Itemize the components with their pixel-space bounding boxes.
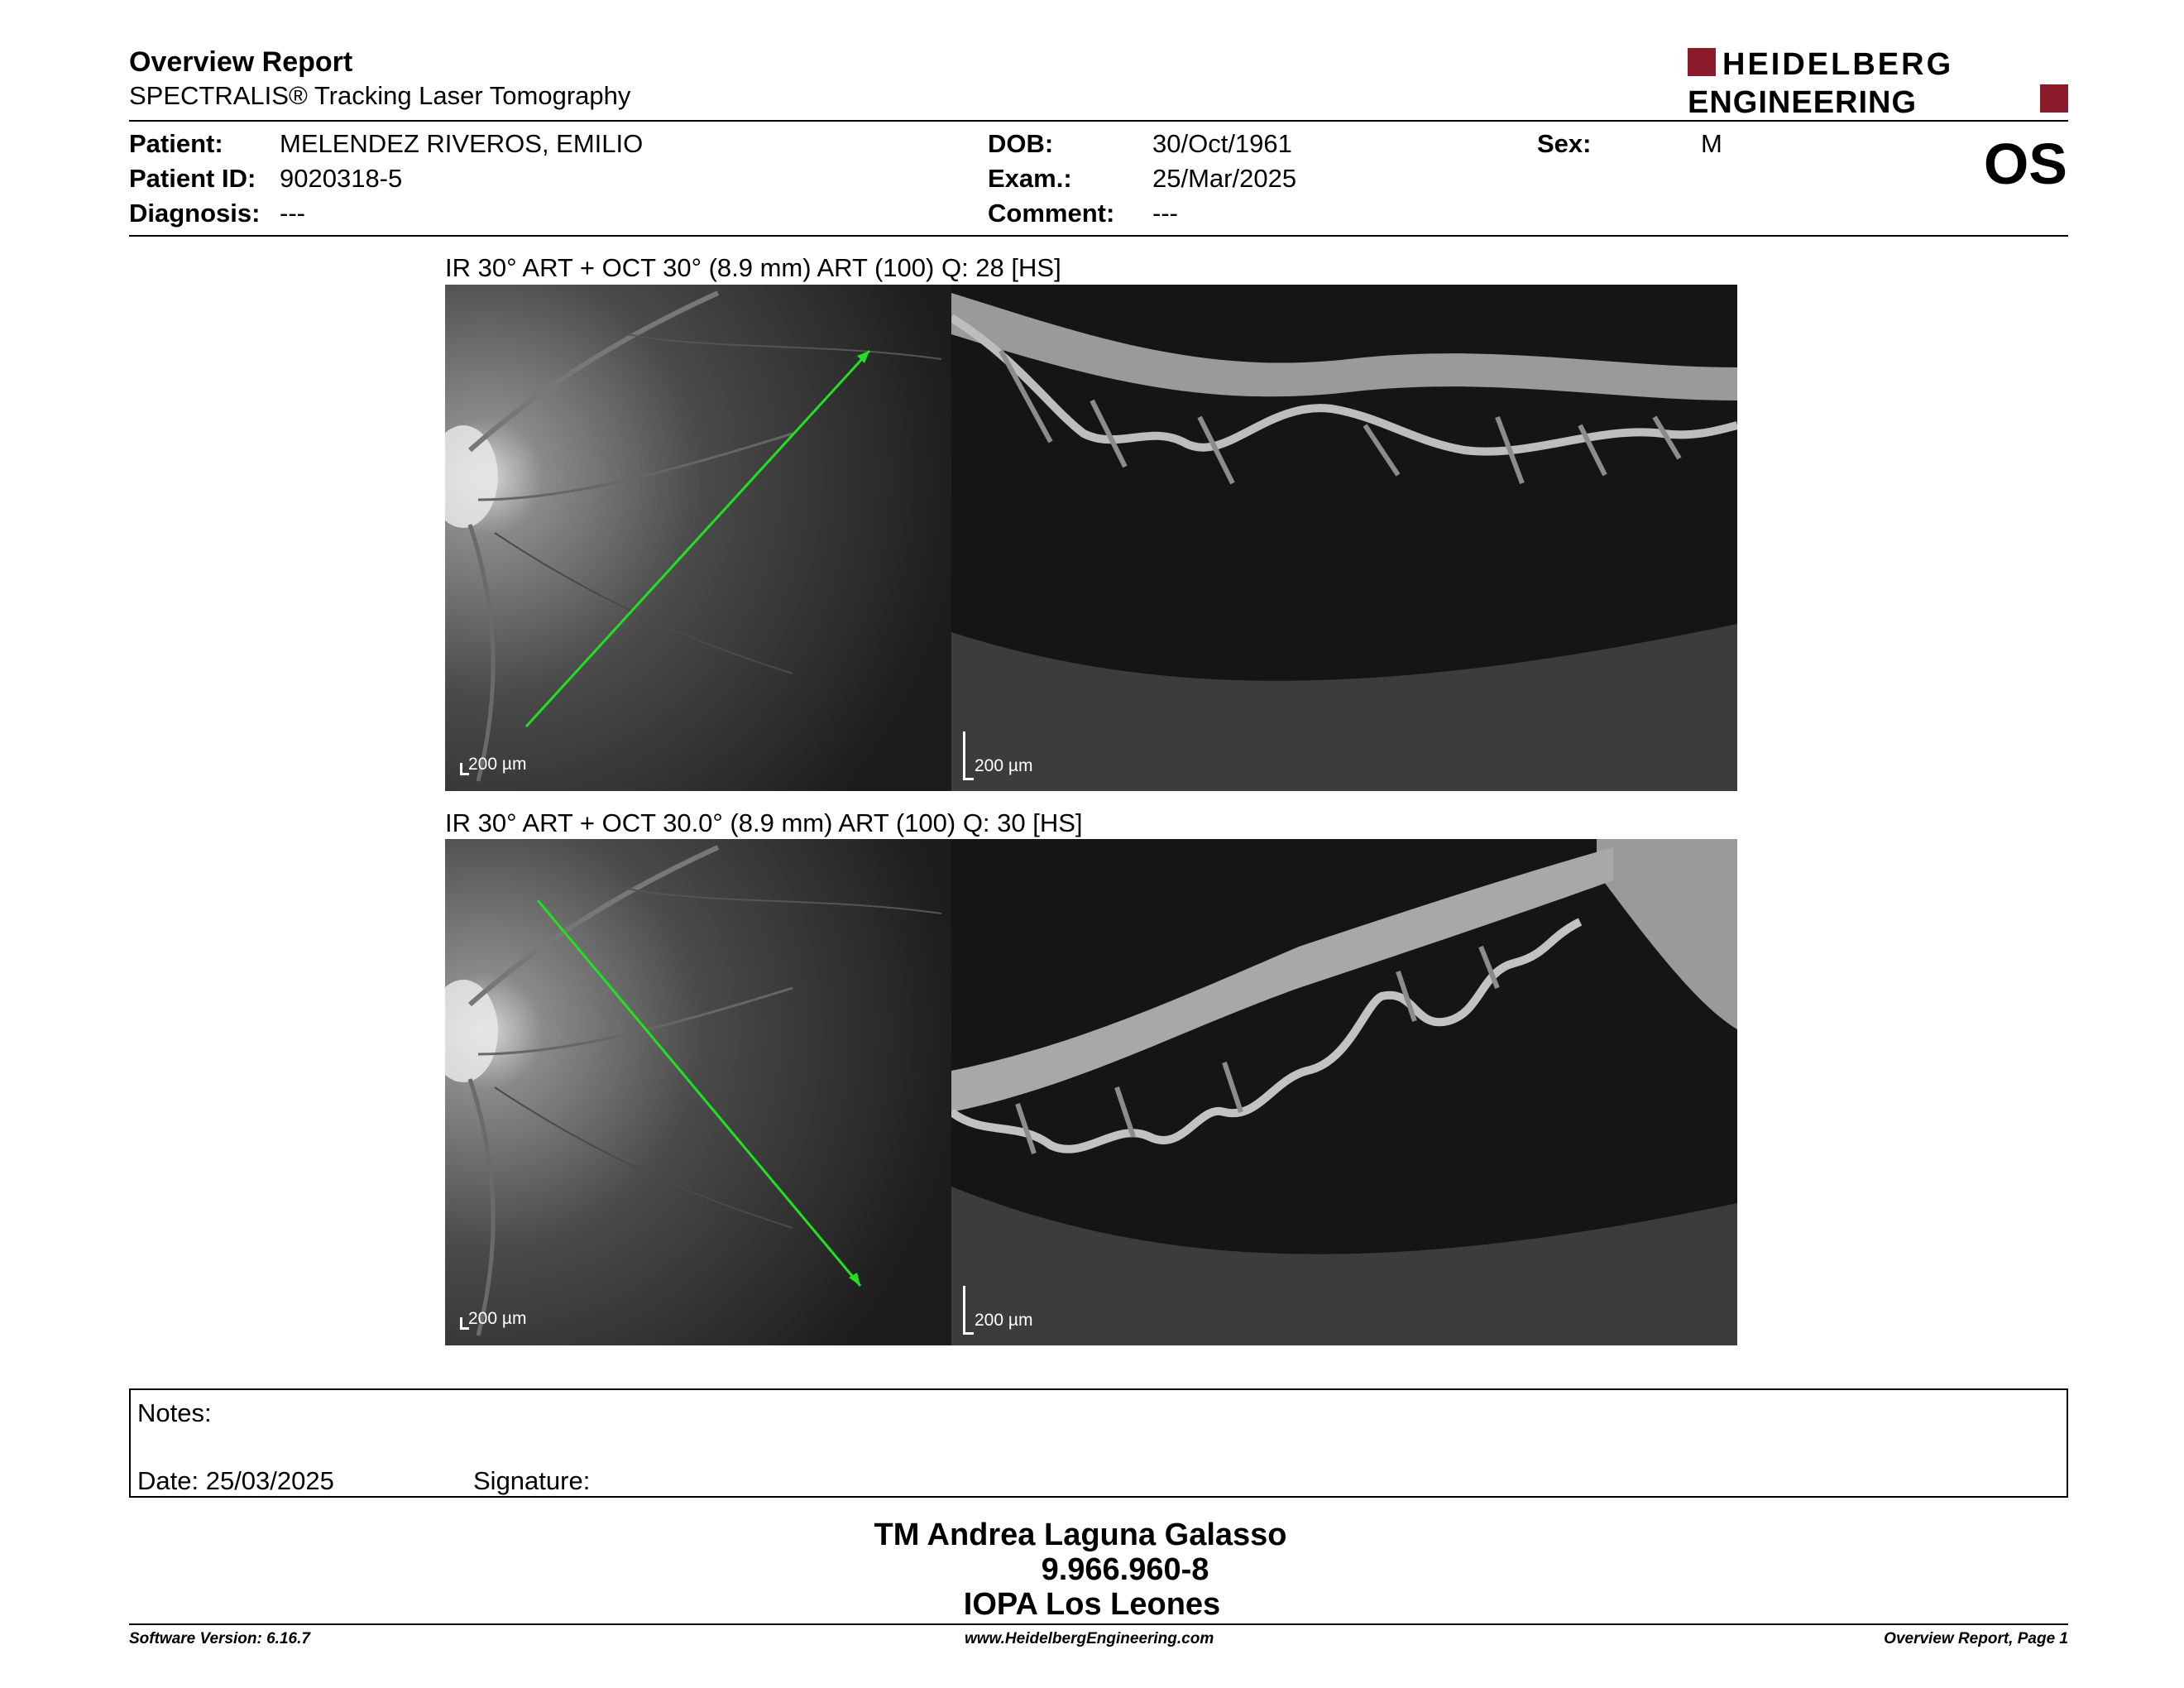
stamp-name: TM Andrea Laguna Galasso	[874, 1518, 1287, 1552]
heidelberg-logo	[1688, 46, 2068, 116]
patient-id-label: Patient ID:	[129, 164, 256, 193]
notes-label: Notes:	[137, 1398, 212, 1427]
patient-label: Patient:	[129, 129, 223, 158]
scan-2-title: IR 30° ART + OCT 30.0° (8.9 mm) ART (100) Q: 30 [HS]	[445, 808, 1083, 837]
stamp-org: IOPA Los Leones	[963, 1587, 1221, 1622]
software-version: Software Version: 6.16.7	[129, 1630, 310, 1647]
scan-1-oct-bscan	[951, 285, 1737, 791]
header-divider	[129, 120, 2068, 122]
diagnosis-value: ---	[280, 199, 305, 228]
scan-1-fundus-scalebar	[460, 755, 526, 774]
patient-id-value: 9020318-5	[280, 164, 403, 193]
logo-line2: ENGINEERING	[1688, 85, 1918, 116]
report-subtitle: SPECTRALIS® Tracking Laser Tomography	[129, 81, 631, 110]
exam-value: 25/Mar/2025	[1152, 164, 1297, 193]
patient-divider	[129, 235, 2068, 237]
diagnosis-label: Diagnosis:	[129, 199, 261, 228]
scan-2-fundus-image	[445, 839, 951, 1345]
scan-1-fundus-scale-label: 200 µm	[468, 755, 527, 774]
scan-2-oct-bscan	[951, 839, 1737, 1345]
sex-label: Sex:	[1537, 129, 1592, 158]
comment-label: Comment:	[988, 199, 1115, 228]
scan-1-fundus-image	[445, 285, 951, 791]
scan-1-oct-scale-label: 200 µm	[975, 756, 1033, 775]
sex-value: M	[1701, 129, 1722, 158]
footer-divider	[129, 1623, 2068, 1625]
scan-1-title: IR 30° ART + OCT 30° (8.9 mm) ART (100) Q: 28 [HS]	[445, 253, 1061, 282]
page-indicator: Overview Report, Page 1	[1884, 1630, 2068, 1647]
notes-signature: Signature:	[473, 1466, 591, 1495]
dob-label: DOB:	[988, 129, 1054, 158]
notes-date: Date: 25/03/2025	[137, 1466, 334, 1495]
report-title: Overview Report	[129, 46, 353, 78]
website-link[interactable]: www.HeidelbergEngineering.com	[965, 1630, 1214, 1647]
eye-indicator: OS	[1983, 132, 2067, 196]
comment-value: ---	[1152, 199, 1178, 228]
patient-value: MELENDEZ RIVEROS, EMILIO	[280, 129, 644, 158]
scan-2-fundus-scalebar	[460, 1309, 526, 1329]
scan-2-oct-scale-label: 200 µm	[975, 1311, 1033, 1330]
dob-value: 30/Oct/1961	[1152, 129, 1292, 158]
notes-box[interactable]	[129, 1388, 2068, 1498]
logo-line1: HEIDELBERG	[1722, 47, 1954, 82]
exam-label: Exam.:	[988, 164, 1072, 193]
scan-2-fundus-scale-label: 200 µm	[468, 1309, 527, 1328]
stamp-id: 9.966.960-8	[1041, 1552, 1209, 1587]
